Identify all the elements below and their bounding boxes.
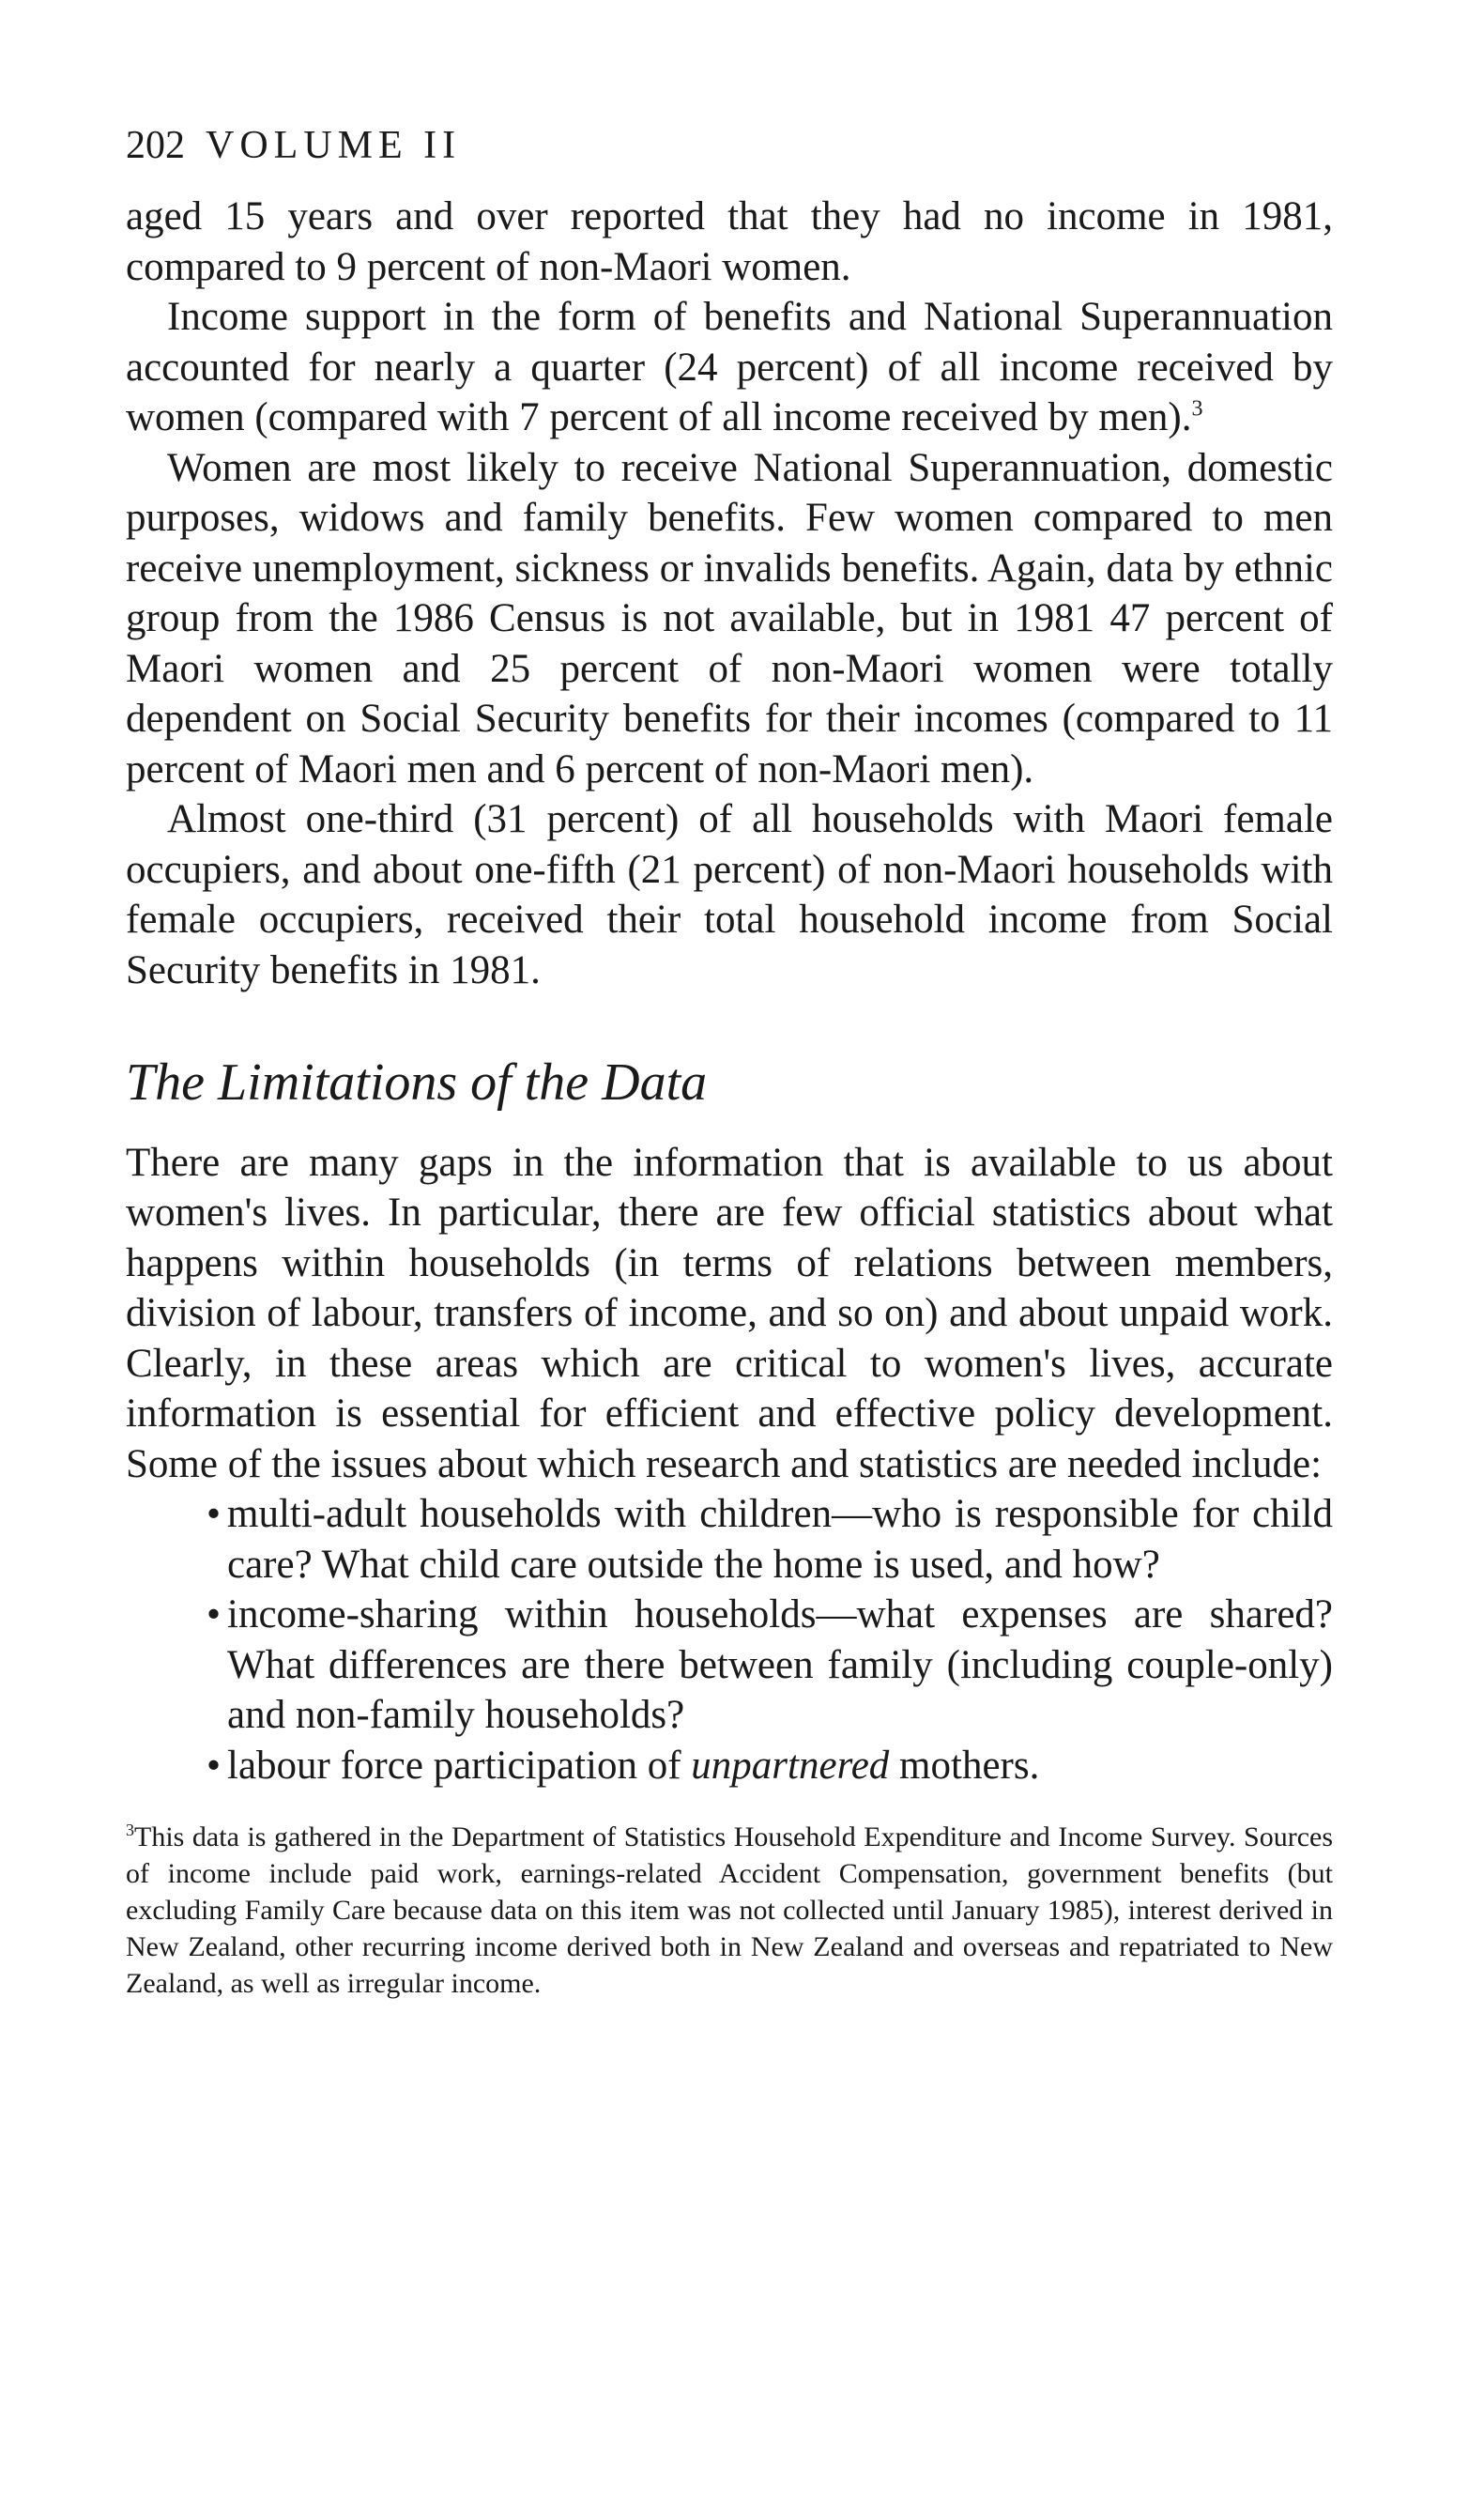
paragraph-continued: aged 15 years and over reported that they had no income in 1981, compared to 9 percent of non-Maori women. bbox=[126, 194, 1333, 289]
section-intro: There are many gaps in the information that is available to us about women's lives. In particular, there are few official statistics about what happens within households (in terms of relations between members, division of labour, transfers of income, and so on) and about unpaid work. Clearly, in these areas which are critical to women's lives, accurate information is essential for efficient and effective policy development. Some of the issues about which research and statistics are needed include: bbox=[126, 1140, 1333, 1486]
list-item bbox=[207, 1741, 1333, 1791]
running-head bbox=[126, 122, 1333, 169]
section-heading: The Limitations of the Data bbox=[126, 1053, 708, 1113]
footnote bbox=[126, 1819, 1333, 2002]
paragraph-benefits: Women are most likely to receive National Superannuation, domestic purposes, widows and family benefits. Few women compared to men receive unemployment, sickness or invalids benefits. Again, data by ethnic group from the 1986 Census is not available, but in 1981 47 percent of Maori women and 25 percent of non-Maori women were totally dependent on Social Security benefits for their incomes (compared to 11 percent of Maori men and 6 percent of non-Maori men). bbox=[126, 445, 1333, 791]
volume-label: VOLUME II bbox=[206, 124, 462, 167]
footnote-reference[interactable]: 3 bbox=[1191, 397, 1203, 423]
issues-list bbox=[126, 1489, 1333, 1790]
paragraph-households: Almost one-third (31 percent) of all households with Maori female occupiers, and about one-fifth (21 percent) of non-Maori households with female occupiers, received their total household income from Social Security benefits in 1981. bbox=[126, 797, 1333, 992]
list-item: • multi-adult households with children—who is responsible for child care? What child care outside the home is used, and how? bbox=[207, 1489, 1333, 1590]
paragraph-income-support bbox=[126, 292, 1333, 443]
page-number: 202 bbox=[126, 124, 185, 167]
footnote-marker: 3 bbox=[126, 1821, 134, 1840]
list-item-text-end: mothers. bbox=[889, 1743, 1040, 1788]
page bbox=[126, 122, 1333, 2002]
emphasis-text: unpartnered bbox=[691, 1743, 890, 1788]
paragraph-income-support-text: Income support in the form of benefits and National Superannuation accounted for nearly a quarter (24 percent) of all income received by women (compared with 7 percent of all income received by men). bbox=[126, 295, 1333, 440]
list-item-text: labour force participation of bbox=[227, 1743, 692, 1788]
list-item: • income-sharing within households—what expenses are shared? What differences are there between family (including couple-only) and non-family households? bbox=[207, 1590, 1333, 1741]
footnote-text: This data is gathered in the Department of Statistics Household Expenditure and Income Survey. Sources of income include paid work, earnings-related Accident Compensation, government benefits (but excluding Family Care because data on this item was not collected until January 1985), interest derived in New Zealand, other recurring income derived both in New Zealand and overseas and repatriated to New Zealand, as well as irregular income. bbox=[126, 1821, 1333, 2000]
